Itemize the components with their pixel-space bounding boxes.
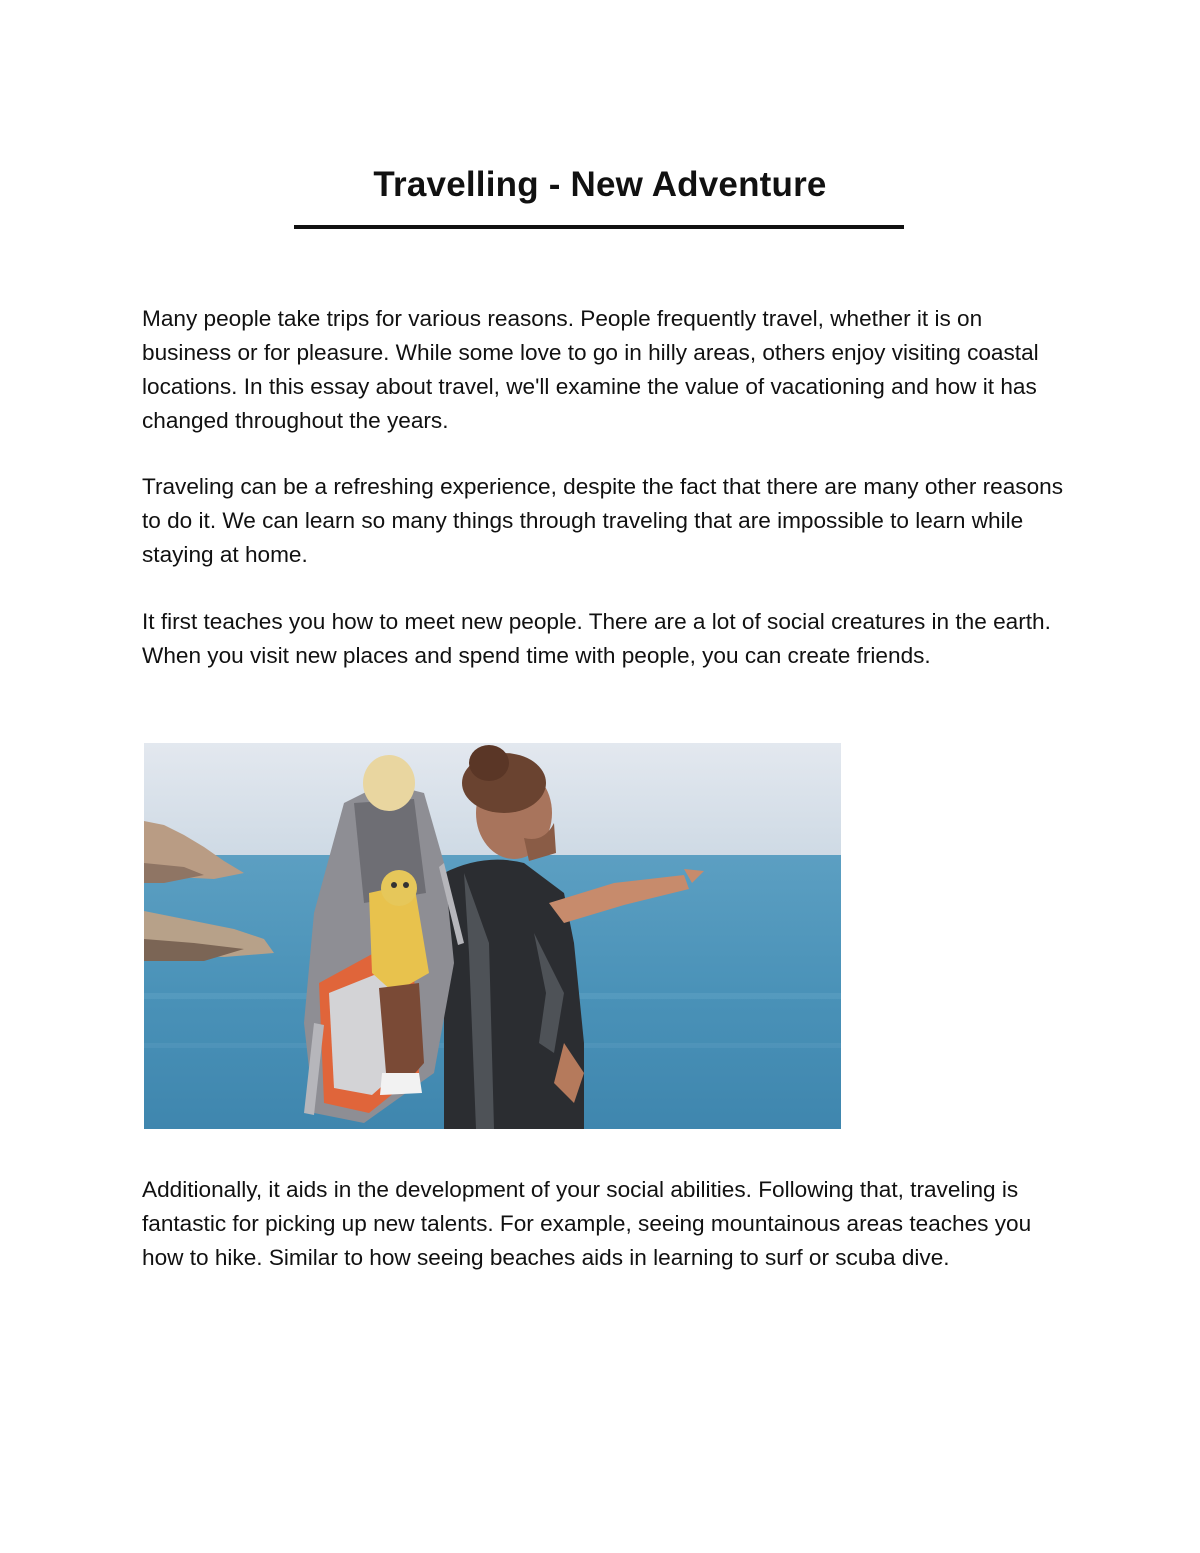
page-title: Travelling - New Adventure [373,165,827,205]
paragraph-meet-people: It first teaches you how to meet new people. There are a lot of social creatures in the earth. When you visit new places and spend time with people, you can create friends. [142,609,1051,668]
paragraph-intro: Many people take trips for various reasons. People frequently travel, whether it is on business or for pleasure. While some love to go in hilly areas, others enjoy visiting coastal locations. In this essay about travel, we'll examine the value of vacationing and how it has changed throughout the years. [142,306,1039,433]
title-underline [294,225,904,229]
travel-photo [144,743,841,1129]
paragraph-refreshing: Traveling can be a refreshing experience, despite the fact that there are many other reasons to do it. We can learn so many things through traveling that are impossible to learn while staying at home. [142,474,1064,567]
paragraph-social-abilities: Additionally, it aids in the development of your social abilities. Following that, traveling is fantastic for picking up new talents. For example, seeing mountainous areas teaches you how to hike. Similar to how seeing beaches aids in learning to surf or scuba dive. [142,1177,1032,1270]
